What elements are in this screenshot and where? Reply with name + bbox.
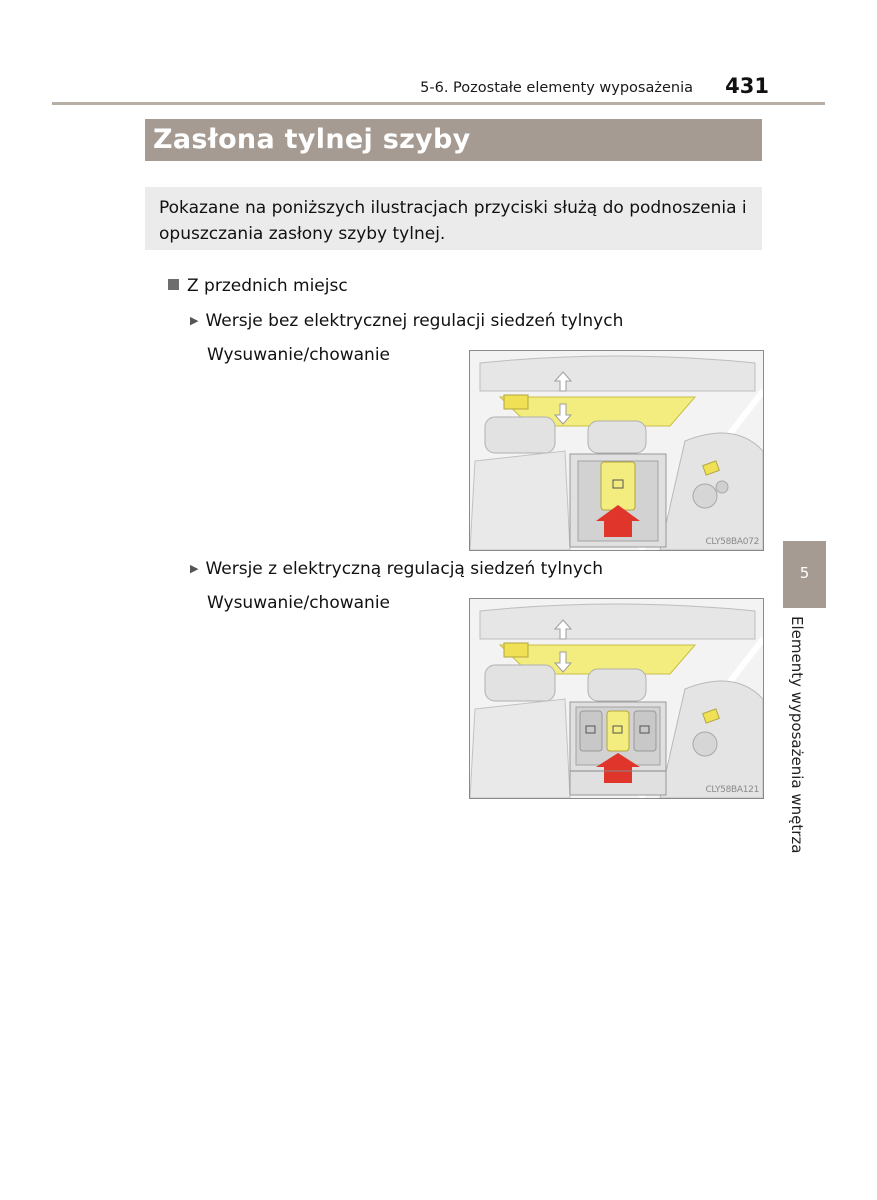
chapter-number: 5 <box>799 564 810 582</box>
figure-2 <box>469 598 764 799</box>
subheading <box>168 276 348 296</box>
figure-1-illustration <box>470 351 763 550</box>
section-reference: 5-6. Pozostałe elementy wyposażenia <box>420 80 693 96</box>
page-title: Zasłona tylnej szyby <box>153 124 471 155</box>
figure-2-illustration <box>470 599 763 798</box>
triangle-bullet-icon: ▶ <box>190 314 199 327</box>
variant-2-caption: Wysuwanie/chowanie <box>207 593 391 613</box>
chapter-title: Elementy wyposażenia wnętrza <box>788 616 806 854</box>
variant-1-label <box>190 311 623 331</box>
intro-box <box>145 187 762 250</box>
variant-2-text: Wersje z elektryczną regulacją siedzeń tylnych <box>205 559 604 579</box>
figure-2-code: CLY58BA121 <box>705 785 759 795</box>
variant-1-text: Wersje bez elektrycznej regulacji siedzeń tylnych <box>205 311 624 331</box>
intro-text: Pokazane na poniższych ilustracjach przyciski służą do podnoszenia i opuszczania zasłony szyby tylnej. <box>159 198 747 244</box>
page-number: 431 <box>725 74 769 98</box>
variant-2-label <box>190 559 603 579</box>
chapter-tab <box>783 541 826 608</box>
figure-1-code: CLY58BA072 <box>705 537 759 547</box>
figure-1 <box>469 350 764 551</box>
variant-1-caption: Wysuwanie/chowanie <box>207 345 391 365</box>
subheading-text: Z przednich miejsc <box>187 276 348 296</box>
title-bar <box>145 119 762 161</box>
square-bullet-icon <box>168 279 179 290</box>
triangle-bullet-icon: ▶ <box>190 562 199 575</box>
running-header <box>52 76 825 105</box>
